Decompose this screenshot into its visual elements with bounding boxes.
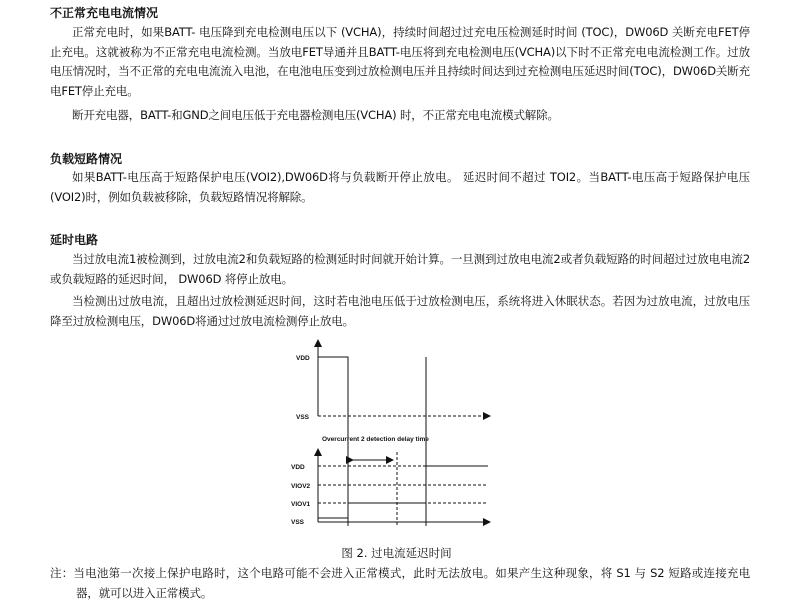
top-label-vss: VSS (296, 414, 310, 421)
paragraph-abnormal-charge-2: 断开充电器，BATT-和GND之间电压低于充电器检测电压(VCHA) 时，不正常充电电流模式解除。 (72, 108, 559, 122)
note-paragraph: 注：当电池第一次接上保护电路时，这个电路可能不会进入正常模式，此时无法放电。如果产生这种现象，将 S1 与 S2 短路或连接充电器，就可以进入正常模式。 (50, 566, 750, 600)
top-label-vdd: VDD (296, 355, 310, 362)
bottom-waveform (291, 436, 490, 526)
top-waveform (296, 340, 490, 526)
bottom-label-vdd: VDD (291, 464, 305, 471)
bottom-signal-trace (318, 466, 488, 518)
paragraph-delay-circuit-1: 当过放电流1被检测到，过放电流2和负载短路的检测延时时间就开始计算。一旦测到过放电电流2或者负载短路的时间超过过放电电流2或负载短路的延迟时间， DW06D 将停止放电。 (50, 252, 750, 286)
paragraph-abnormal-charge-1: 正常充电时，如果BATT- 电压降到充电检测电压以下 (VCHA)，持续时间超过过充电压检测延时时间 (TOC)，DW06D 关断充电FET停止充电。这就被称为不正常充电电流检测。当放电FET导通并且BATT-电压将到充电检测电压(VCHA)以下时不正常充电电流检测工作。过放电压情况时，当不正常的充电电流流入电池，在电池电压变到过放检测电压并且持续时间达到过充检测电压延迟时间(TOC)，DW06D关断充电FET停止充电。 (50, 25, 750, 98)
bottom-label-vss: VSS (291, 519, 305, 526)
paragraph-delay-circuit-2: 当检测出过放电流，且超出过放检测延迟时间，这时若电池电压低于过放检测电压，系统将进入休眠状态。若因为过放电流，过放电压降至过放检测电压，DW06D将通过过放电流检测停止放电。 (50, 294, 750, 328)
section-title-delay-circuit: 延时电路 (50, 233, 99, 247)
figure-caption: 图 2. 过电流延迟时间 (341, 546, 452, 560)
section-title-abnormal-charge: 不正常充电电流情况 (50, 6, 159, 20)
section-title-load-short: 负载短路情况 (50, 152, 123, 166)
bottom-label-viov1: VIOV1 (291, 501, 311, 508)
bottom-label-viov2: VIOV2 (291, 483, 311, 490)
delay-time-label: Overcurrent 2 detection delay time (322, 436, 429, 443)
paragraph-load-short-1: 如果BATT-电压高于短路保护电压(VOI2),DW06D将与负载断开停止放电。 延迟时间不超过 TOI2。当BATT-电压高于短路保护电压(VOI2)时，例如负载被移除，负载短路情况将解除。 (50, 170, 750, 204)
